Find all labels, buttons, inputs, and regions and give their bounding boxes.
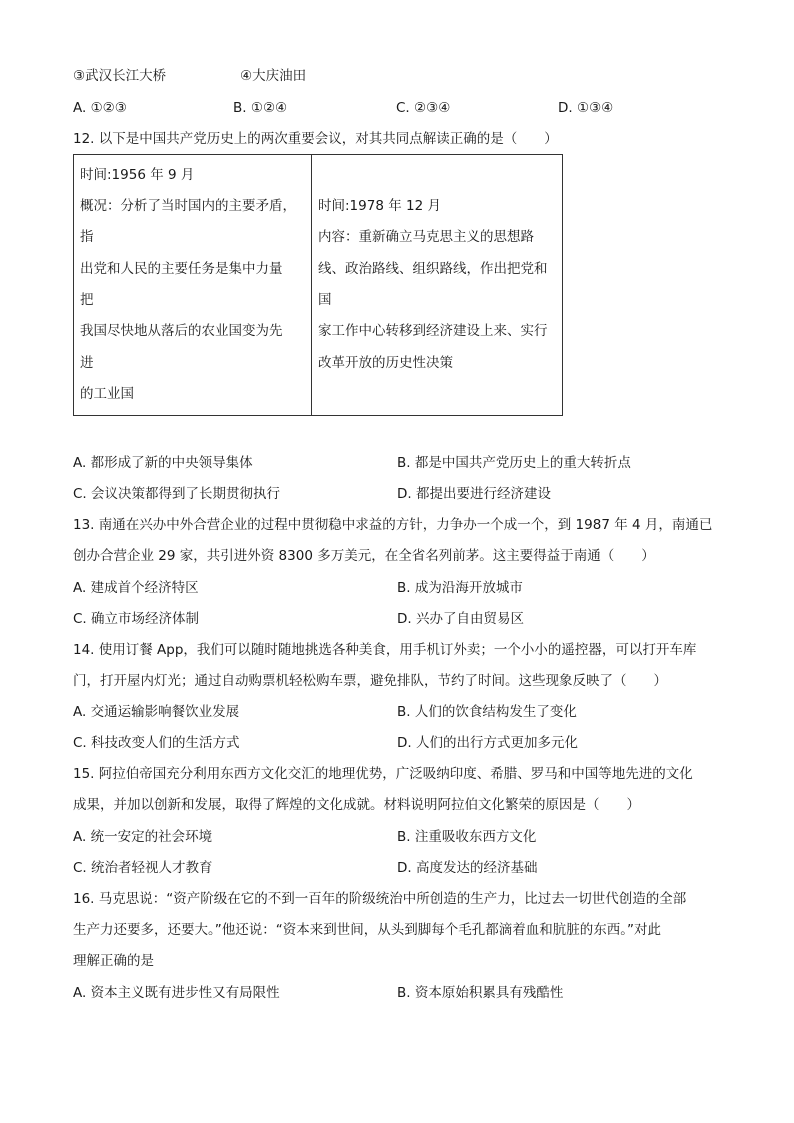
q15-option-c: C. 统治者轻视人才教育 bbox=[73, 860, 213, 876]
q15-stem-line: 15. 阿拉伯帝国充分利用东西方文化交汇的地理优势，广泛吸纳印度、希腊、罗马和中国等地先进的文化 bbox=[73, 766, 693, 782]
q13-option-d: D. 兴办了自由贸易区 bbox=[397, 611, 524, 627]
q11-item-4: ④大庆油田 bbox=[240, 68, 307, 84]
q12-left-line: 时间:1956 年 9 月 bbox=[80, 166, 195, 183]
q15-option-a: A. 统一安定的社会环境 bbox=[73, 829, 213, 845]
q12-comparison-table bbox=[73, 154, 563, 416]
q14-stem-line: 门，打开屋内灯光；通过自动购票机轻松购车票，避免排队，节约了时间。这些现象反映了（ ） bbox=[73, 673, 667, 689]
q12-right-line: 内容：重新确立马克思主义的思想路 bbox=[318, 229, 534, 246]
q12-option-b: B. 都是中国共产党历史上的重大转折点 bbox=[397, 455, 631, 471]
q12-option-c: C. 会议决策都得到了长期贯彻执行 bbox=[73, 486, 281, 502]
q12-stem: 12. 以下是中国共产党历史上的两次重要会议，对其共同点解读正确的是（ ） bbox=[73, 131, 558, 147]
q12-left-line: 我国尽快地从落后的农业国变为先 bbox=[80, 323, 283, 340]
q12-option-d: D. 都提出要进行经济建设 bbox=[397, 486, 551, 502]
q11-option-b: B. ①②④ bbox=[233, 100, 288, 116]
q16-stem-line: 生产力还要多，还要大。”他还说：“资本来到世间，从头到脚每个毛孔都滴着血和肮脏的东西。”对此 bbox=[73, 922, 661, 938]
q11-item-3: ③武汉长江大桥 bbox=[73, 68, 167, 84]
q14-option-c: C. 科技改变人们的生活方式 bbox=[73, 735, 240, 751]
q12-left-line: 的工业国 bbox=[80, 385, 134, 402]
q12-left-line: 把 bbox=[80, 292, 94, 308]
q11-option-c: C. ②③④ bbox=[396, 100, 451, 116]
q14-stem-line: 14. 使用订餐 App，我们可以随时随地挑选各种美食，用手机订外卖；一个小小的遥控器，可以打开车库 bbox=[73, 642, 697, 658]
q12-right-line: 国 bbox=[318, 292, 332, 308]
q14-option-b: B. 人们的饮食结构发生了变化 bbox=[397, 704, 577, 720]
q12-left-line: 进 bbox=[80, 354, 94, 371]
q13-option-a: A. 建成首个经济特区 bbox=[73, 580, 199, 596]
q13-stem-line: 创办合营企业 29 家，共引进外资 8300 多万美元，在全省名列前茅。这主要得益于南通（ ） bbox=[73, 548, 655, 564]
q16-option-a: A. 资本主义既有进步性又有局限性 bbox=[73, 985, 280, 1001]
q12-right-line: 线、政治路线、组织路线，作出把党和 bbox=[318, 260, 548, 277]
q13-option-b: B. 成为沿海开放城市 bbox=[397, 580, 523, 596]
q15-option-b: B. 注重吸收东西方文化 bbox=[397, 829, 537, 845]
q12-right-line: 时间:1978 年 12 月 bbox=[318, 198, 441, 215]
q16-option-b: B. 资本原始积累具有残酷性 bbox=[397, 985, 564, 1001]
q13-stem-line: 13. 南通在兴办中外合营企业的过程中贯彻稳中求益的方针，力争办一个成一个，到 1987 年 4 月，南通已 bbox=[73, 517, 713, 533]
q11-option-a: A. ①②③ bbox=[73, 100, 127, 116]
q12-right-cell bbox=[312, 155, 563, 416]
q14-option-a: A. 交通运输影响餐饮业发展 bbox=[73, 704, 240, 720]
q16-stem-line: 16. 马克思说：“资产阶级在它的不到一百年的阶级统治中所创造的生产力，比过去一切世代创造的全部 bbox=[73, 891, 687, 907]
q15-stem-line: 成果，并加以创新和发展，取得了辉煌的文化成就。材料说明阿拉伯文化繁荣的原因是（ ） bbox=[73, 797, 640, 813]
q12-left-line: 概况：分析了当时国内的主要矛盾， bbox=[80, 198, 296, 215]
q12-left-line: 出党和人民的主要任务是集中力量 bbox=[80, 260, 283, 277]
q12-left-line: 指 bbox=[80, 229, 94, 246]
q12-left-cell bbox=[74, 155, 312, 416]
q12-right-line: 改革开放的历史性决策 bbox=[318, 354, 453, 371]
q14-option-d: D. 人们的出行方式更加多元化 bbox=[397, 735, 578, 751]
q12-option-a: A. 都形成了新的中央领导集体 bbox=[73, 455, 253, 471]
q15-option-d: D. 高度发达的经济基础 bbox=[397, 860, 538, 876]
q13-option-c: C. 确立市场经济体制 bbox=[73, 611, 200, 627]
q12-right-line: 家工作中心转移到经济建设上来、实行 bbox=[318, 323, 548, 340]
q16-stem-line: 理解正确的是 bbox=[73, 953, 154, 969]
q11-option-d: D. ①③④ bbox=[558, 100, 614, 116]
